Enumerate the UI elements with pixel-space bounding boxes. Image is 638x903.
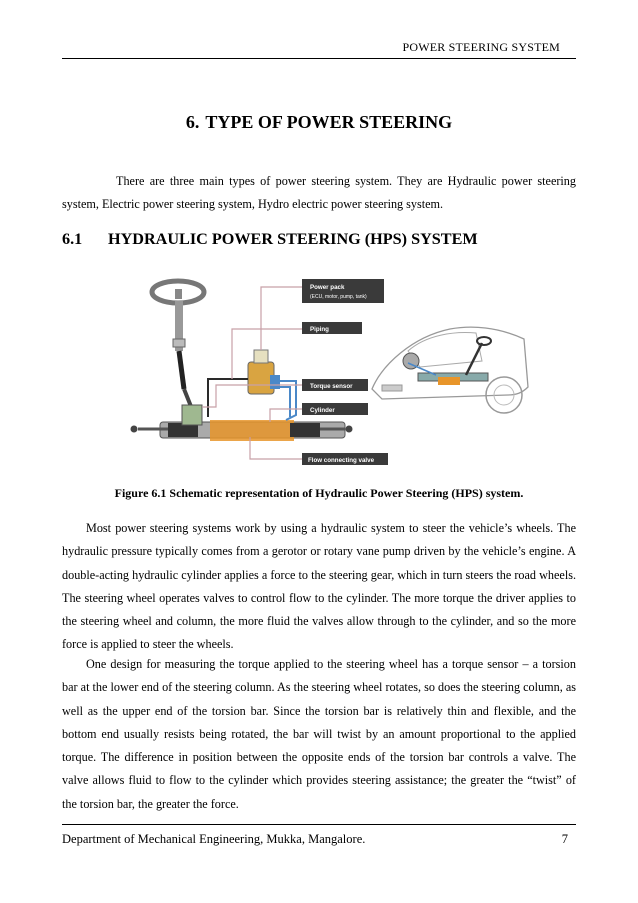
subsection-number: 6.1 — [62, 230, 83, 248]
cylinder-label: Cylinder — [310, 407, 335, 414]
running-header: POWER STEERING SYSTEM — [402, 40, 560, 54]
section-title — [0, 112, 638, 133]
subsection-title: HYDRAULIC POWER STEERING (HPS) SYSTEM — [108, 230, 478, 248]
subsection-heading — [62, 230, 478, 249]
footer-rule — [62, 824, 576, 825]
flow-valve-label: Flow connecting valve — [308, 457, 375, 464]
hps-schematic-figure — [120, 277, 530, 469]
torque-sensor-valve — [182, 405, 202, 425]
hydraulic-cylinder — [210, 420, 294, 441]
piping-label: Piping — [310, 326, 329, 333]
figure-caption: Figure 6.1 Schematic representation of Hydraulic Power Steering (HPS) system. — [114, 486, 524, 500]
intro-paragraph: There are three main types of power steering system. They are Hydraulic power steering system, Electric power steering system, Hydro electric power steering system. — [62, 174, 576, 212]
torque-sensor-label: Torque sensor — [310, 383, 353, 390]
page-number: 7 — [561, 832, 568, 846]
body-paragraph: One design for measuring the torque applied to the steering wheel has a torque sensor – a torsion bar at the lower end of the steering column. As the steering wheel rotates, so does the steering column, as well as the upper end of the torsion bar. Since the torsion bar is relatively thin and flexible, and the bottom end usually resists being rotated, the bar will twist by an amount proportional to the applied torque. The difference in position between the opposite ends of the torsion bar controls a valve. The valve allows fluid to flow to the cylinder which provides steering assistance; the greater the “twist” of the torsion bar, the greater the force. — [62, 657, 576, 811]
section-title-text: TYPE OF POWER STEERING — [205, 112, 453, 132]
hps-schematic-illustration — [120, 277, 530, 469]
power-pack-label: Power pack — [310, 284, 345, 291]
power-pack-sublabel: (ECU, motor, pump, tank) — [310, 294, 367, 300]
section-number: 6. — [185, 112, 200, 132]
body-paragraph: Most power steering systems work by using a hydraulic system to steer the vehicle’s wheels. The hydraulic pressure typically comes from a gerotor or rotary vane pump driven by the vehicle’s engine. A double-acting hydraulic cylinder applies a force to the steering gear, which in turn steers the road wheels. The steering wheel operates valves to control flow to the cylinder. The more torque the driver applies to the steering wheel and column, the more fluid the valves allow through to the cylinder, and so the more force is applied to steer the wheels. — [62, 521, 576, 652]
footer-department: Department of Mechanical Engineering, Mukka, Mangalore. — [62, 832, 366, 846]
header-rule — [62, 58, 576, 59]
